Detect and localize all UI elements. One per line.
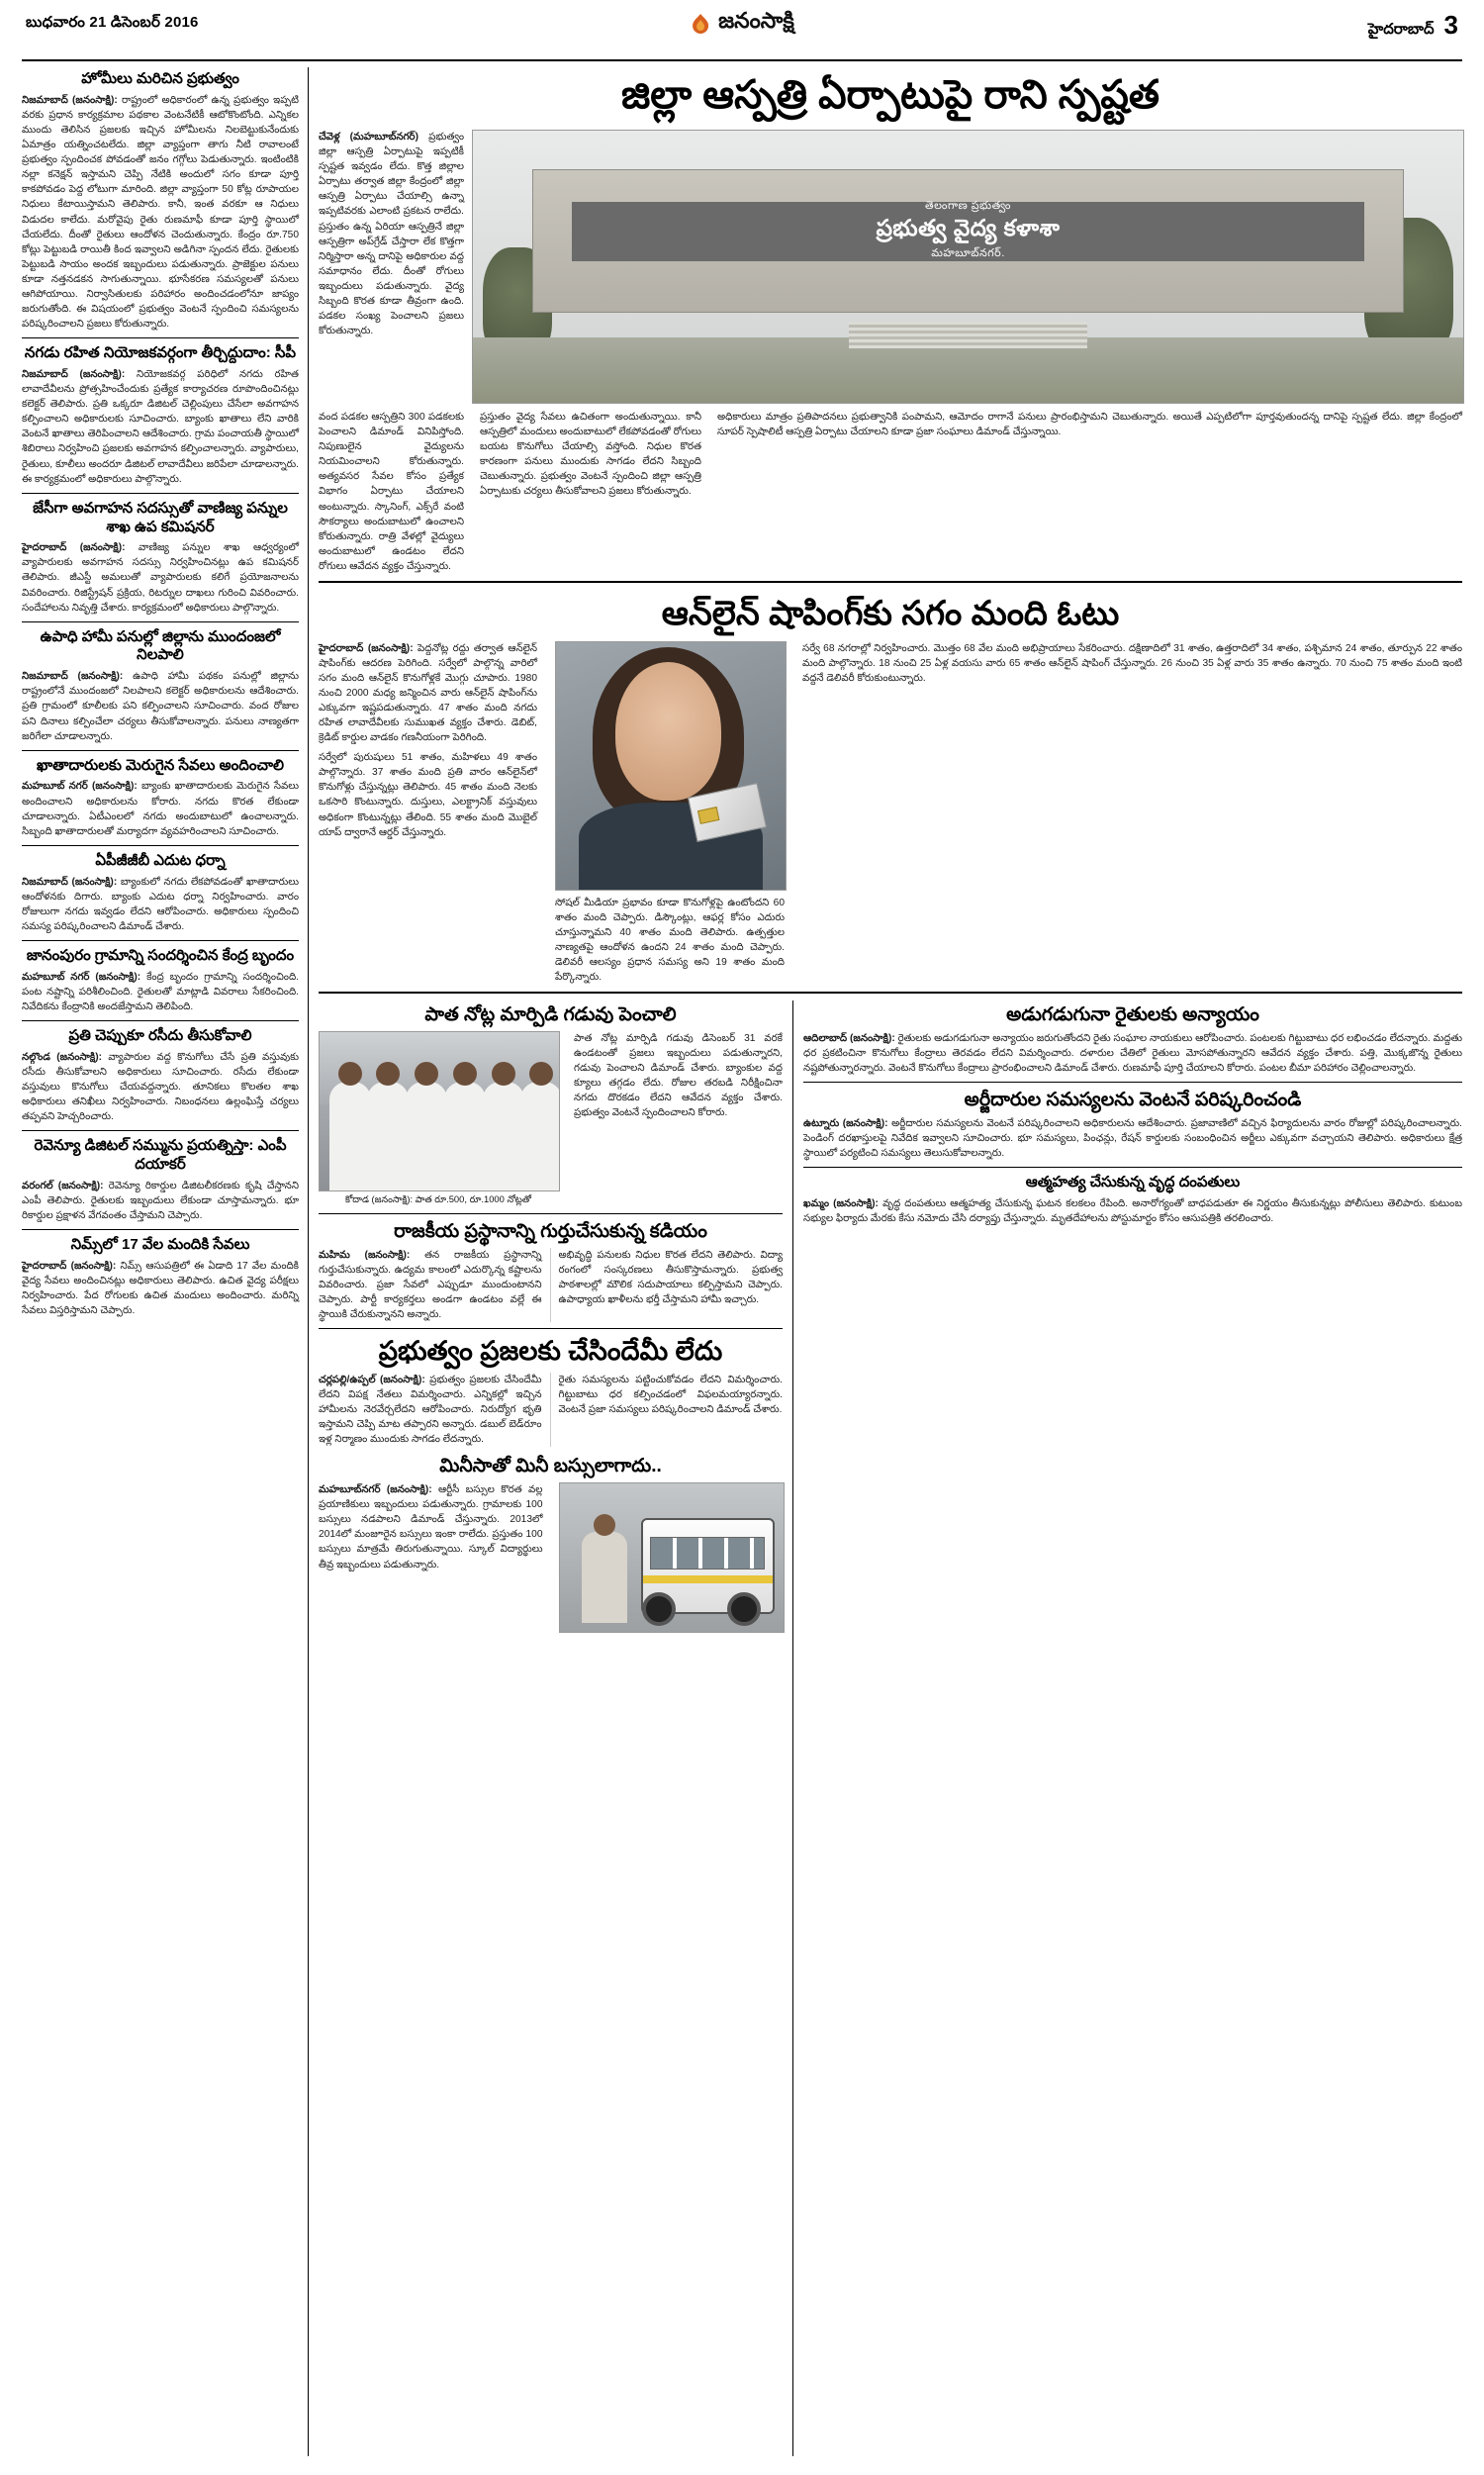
suicide-story xyxy=(803,1174,1462,1226)
mini-bus-headline: మినీసాతో మినీ బస్సులాగాదు.. xyxy=(439,1456,662,1477)
article-dateline: నిజమాబాద్ (జనంసాక్షి): xyxy=(22,876,118,888)
article-divider xyxy=(803,1082,1462,1083)
mini-bus-text-wrap xyxy=(319,1482,551,1633)
hospital-signboard: తెలంగాణ ప్రభుత్వం ప్రభుత్వ వైద్య కళాశా మహబూబ్‌నగర్. xyxy=(572,202,1364,262)
politics-dateline: మహిమ (జనంసాక్షి): xyxy=(319,1249,411,1261)
article-dateline: మహబూబ్ నగర్ (జనంసాక్షి): xyxy=(22,781,138,793)
hospital-photo xyxy=(472,130,1464,404)
article-divider xyxy=(22,940,299,941)
masthead-date: బుధవారం 21 డిసెంబర్ 2016 xyxy=(26,14,199,31)
article-dateline: ఖమ్మం (జనంసాక్షి): xyxy=(803,1197,879,1209)
article-dateline: నల్గొండ (జనంసాక్షి): xyxy=(22,1051,102,1063)
article-headline: జానంపురం గ్రామాన్ని సందర్శించిన కేంద్ర బృందం xyxy=(26,946,295,964)
lead-row xyxy=(319,130,1462,404)
lead-headline: జిల్లా ఆస్పత్రి ఏర్పాటుపై రాని స్పష్టత xyxy=(621,73,1159,117)
politics-story xyxy=(319,1220,783,1322)
article-body xyxy=(22,1050,299,1124)
article-homelu xyxy=(22,70,299,332)
masthead-right xyxy=(1368,10,1458,42)
online-shopping-row xyxy=(319,641,1462,986)
lead-text-2: వంద పడకల ఆస్పత్రిని 300 పడకలకు పెంచాలని డిమాండ్ వినిపిస్తోంది. నిపుణులైన వైద్యులను నియమించాలని కోరుతున్నారు. అత్యవసర సేవల కోసం ప్రత్యేక విభాగం ఏర్పాటు చేయాలని అంటున్నారు. స్కానింగ్, ఎక్స్‌రే వంటి సౌకర్యాలు అందుబాటులో ఉంచాలని కోరుతున్నారు. రాత్రి వేళల్లో వైద్యులు అందుబాటులో ఉండటం లేదని రోగులు ఆవేదన వ్యక్తం చేస్తున్నారు. xyxy=(319,412,464,572)
lead-col-2 xyxy=(319,410,472,574)
main-column xyxy=(309,67,1462,2456)
mini-bus-photo-wrap xyxy=(551,1482,784,1633)
lead-dateline: చేవెళ్ల (మహబూబ్‌నగర్) xyxy=(319,132,418,143)
article-dateline: హైదరాబాద్ (జనంసాక్షి): xyxy=(22,1260,117,1272)
lead-col-4 xyxy=(709,410,1462,574)
article-text: రైతులకు అడుగడుగునా అన్యాయం జరుగుతోందని రైతు సంఘాల నాయకులు ఆరోపించారు. పంటలకు గిట్టుబాటు ధర లభించడం లేదన్నారు. మద్దతు ధర ప్రకటించినా కొనుగోలు కేంద్రాలు తెరవడం లేదని విమర్శించారు. దళారుల చేతిలో రైతులు మోసపోతున్నారని ఆవేదన వ్యక్తం చేశారు. పత్తి, మొక్కజొన్న రైతులు నష్టపోతున్నారన్నారు. వెంటనే కొనుగోలు కేంద్రాలు ప్రారంభించాలని డిమాండ్ చేశారు. రుణమాఫీ పూర్తి చేయాలని కోరారు. పంటల బీమా పరిహారం చెల్లించాలన్నారు. xyxy=(803,1032,1463,1075)
mini-bus-dateline: మహబూబ్‌నగర్ (జనంసాక్షి): xyxy=(319,1484,432,1496)
article-dateline: హైదరాబాద్ (జనంసాక్షి): xyxy=(22,542,126,554)
lead-col-1 xyxy=(319,130,472,404)
old-notes-text-wrap xyxy=(566,1031,783,1207)
article-dateline: ఆదిలాబాద్ (జనంసాక్షి): xyxy=(803,1032,895,1044)
article-body xyxy=(22,875,299,934)
article-text: అర్జీదారుల సమస్యలను వెంటనే పరిష్కరించాలని అధికారులను ఆదేశించారు. ప్రజావాణిలో వచ్చిన ఫిర్యాదులను వారం రోజుల్లో పరిష్కరించాలన్నారు. పెండింగ్ దరఖాస్తులపై నివేదిక ఇవ్వాలని సూచించారు. భూ సమస్యలు, పింఛన్లు, రేషన్ కార్డులకు సంబంధించిన అర్జీలు ఎక్కువగా వచ్చాయని తెలిపారు. అధికారులు క్షేత్ర స్థాయిలో పర్యటించి సమస్యలు తెలుసుకోవాలన్నారు. xyxy=(803,1117,1462,1160)
article-text: ఉపాధి హామీ పథకం పనుల్లో జిల్లాను రాష్ట్రంలోనే ముందంజలో నిలపాలని కలెక్టర్ అధికారులను ఆదేశించారు. ప్రతి గ్రామంలో కూలీలకు పని కల్పించాలని సూచించారు. వంద రోజుల పని దినాలు కల్పించేలా చర్యలు తీసుకోవాలన్నారు. పనులు నాణ్యతగా జరిగేలా చూడాలన్నారు. xyxy=(22,671,299,742)
article-dateline: ఉట్నూరు (జనంసాక్షి): xyxy=(803,1117,888,1129)
group-photo xyxy=(319,1031,560,1191)
page-content xyxy=(0,61,1484,2466)
online-text-3: సోషల్ మీడియా ప్రభావం కూడా కొనుగోళ్లపై ఉంటోందని 60 శాతం మంది చెప్పారు. డిస్కౌంట్లు, ఆఫర్ల కోసం ఎదురు చూస్తున్నామని 40 శాతం మంది తెలిపారు. ఉత్పత్తుల నాణ్యతపై ఆందోళన ఉందని 24 శాతం మంది చెప్పారు. డెలివరీ ఆలస్యం ప్రధాన సమస్య అని 19 శాతం మంది పేర్కొన్నారు. xyxy=(555,897,785,983)
bottom-row xyxy=(319,1000,1462,2456)
article-divider xyxy=(22,750,299,751)
article-dateline: నిజమాబాద్ (జనంసాక్షి): xyxy=(22,369,126,380)
online-dateline: హైదరాబాద్ (జనంసాక్షి): xyxy=(319,642,414,654)
masthead-edition: హైదరాబాద్ xyxy=(1367,21,1435,38)
article-gst-awareness xyxy=(22,500,299,616)
article-text: వృద్ధ దంపతులు ఆత్మహత్య చేసుకున్న ఘటన కలకలం రేపింది. అనారోగ్యంతో బాధపడుతూ ఈ నిర్ణయం తీసుకున్నట్లు పోలీసులు తెలిపారు. కుటుంబ సభ్యుల ఫిర్యాదు మేరకు కేసు నమోదు చేసి దర్యాప్తు చేస్తున్నారు. మృతదేహాలను పోస్టుమార్టం కోసం ఆసుపత్రికి తరలించారు. xyxy=(803,1197,1462,1224)
article-headline: అడుగడుగునా రైతులకు అన్యాయం xyxy=(1006,1004,1259,1026)
section-divider xyxy=(319,992,1462,994)
left-column xyxy=(22,67,309,2456)
govt-story xyxy=(319,1335,783,1633)
article-divider xyxy=(22,845,299,846)
article-text: బ్యాంకులో నగదు లేకపోవడంతో ఖాతాదారులు ఆందోళనకు దిగారు. బ్యాంకు ఎదుట ధర్నా నిర్వహించారు. వారం రోజులుగా నగదు ఇవ్వడం లేదని ఆరోపించారు. అధికారులు స్పందించి సమస్య పరిష్కరించాలని డిమాండ్ చేశారు. xyxy=(22,876,299,932)
article-divider xyxy=(22,621,299,622)
lead-lower-row xyxy=(319,410,1462,574)
pedestrian-figure xyxy=(582,1532,627,1623)
online-text-2: సర్వేలో పురుషులు 51 శాతం, మహిళలు 49 శాతం పాల్గొన్నారు. 37 శాతం మంది ప్రతి వారం ఆన్‌లైన్‌లో కొనుగోళ్లు చేస్తున్నట్లు తెలిపారు. 45 శాతం మంది నెలకు ఒకసారి కొంటున్నారు. దుస్తులు, ఎలక్ట్రానిక్ వస్తువులు అధికంగా కొంటున్నట్లు తేలింది. 55 శాతం మంది మొబైల్ యాప్ ద్వారానే ఆర్డర్ చేస్తున్నారు. xyxy=(319,752,537,838)
article-text: బ్యాంకు ఖాతాదారులకు మెరుగైన సేవలు అందించాలని అధికారులను కోరారు. నగదు కొరత లేకుండా చూడాలన్నారు. ఏటీఎంలలో నగదు అందుబాటులో ఉంచాలన్నారు. సిబ్బంది ఖాతాదారులతో మర్యాదగా వ్యవహరించాలని సూచించారు. xyxy=(22,781,299,837)
mini-bus-text: ఆర్టీసీ బస్సుల కొరత వల్ల ప్రయాణికులు ఇబ్బందులు పడుతున్నారు. గ్రామాలకు 100 బస్సులు నడపాలని డిమాండ్ చేస్తున్నారు. 2013లో 2014లో మంజూరైన బస్సులు ఇంకా రాలేదు. ప్రస్తుతం 100 బస్సులు మాత్రమే తిరుగుతున్నాయి. స్కూల్ విద్యార్థులు తీవ్ర ఇబ్బందులు పడుతున్నారు. xyxy=(319,1484,543,1571)
article-revenue-digital xyxy=(22,1137,299,1223)
article-text: వాణిజ్య పన్నుల శాఖ ఆధ్వర్యంలో వ్యాపారులకు అవగాహన సదస్సు నిర్వహించినట్లు ఉప కమిషనర్ తెలిపారు. జీఎస్టీ అమలుతో వ్యాపారులకు కలిగే ప్రయోజనాలను వివరించారు. రిజిస్ట్రేషన్ ప్రక్రియ, రిటర్నుల దాఖలు గురించి వివరించారు. సందేహాలను నివృత్తి చేశారు. కార్యక్రమంలో అధికారులు పాల్గొన్నారు. xyxy=(22,542,299,614)
article-body xyxy=(22,1259,299,1318)
lead-col-3 xyxy=(472,410,709,574)
article-divider xyxy=(803,1167,1462,1168)
online-text-4: సర్వే 68 నగరాల్లో నిర్వహించారు. మొత్తం 68 వేల మంది అభిప్రాయాలు సేకరించారు. దక్షిణాదిలో 31 శాతం, ఉత్తరాదిలో 34 శాతం, పశ్చిమాన 24 శాతం, తూర్పున 22 శాతం మంది పాల్గొన్నారు. 18 నుంచి 25 ఏళ్ల వయసు వారు 65 శాతం ఆన్‌లైన్ షాపింగ్ చేస్తున్నారు. 26 నుంచి 35 ఏళ్ల వారు 35 శాతం ఉన్నారు. 70 నుంచి 75 శాతం మంది ఇంటి వద్దనే డెలివరీ కోరుకుంటున్నారు. xyxy=(802,642,1462,684)
lead-text-1: ప్రభుత్వం జిల్లా ఆస్పత్రి ఏర్పాటుపై ఇప్పటికీ స్పష్టత ఇవ్వడం లేదు. కొత్త జిల్లాల ఏర్పాటు తర్వాత జిల్లా కేంద్రంలో జిల్లా ఆస్పత్రి ఏర్పాటు చేయాల్సి ఉన్నా ఇప్పటివరకు ఎలాంటి ప్రకటన రాలేదు. ప్రస్తుతం ఉన్న ఏరియా ఆస్పత్రినే జిల్లా ఆస్పత్రిగా అప్‌గ్రేడ్ చేస్తారా లేక కొత్తగా నిర్మిస్తారా అన్న దానిపై అధికారుల వద్ద సమాధానం లేదు. దీంతో రోగులు ఇబ్బందులు పడుతున్నారు. వైద్య సిబ్బంది కొరత కూడా తీవ్రంగా ఉంది. పడకల సంఖ్య పెంచాలని ప్రజలు కోరుతున్నారు. xyxy=(319,132,464,337)
farmers-injustice-story xyxy=(803,1003,1462,1076)
article-body xyxy=(22,970,299,1014)
article-divider xyxy=(22,1229,299,1230)
lead-text-4: అధికారులు మాత్రం ప్రతిపాదనలు ప్రభుత్వానికి పంపామని, ఆమోదం రాగానే పనులు ప్రారంభిస్తామని చెబుతున్నారు. అయితే ఎప్పటిలోగా పూర్తవుతుందన్న దానిపై స్పష్టత లేదు. జిల్లా కేంద్రంలో సూపర్ స్పెషాలిటీ ఆస్పత్రి ఏర్పాటు చేయాలని కూడా ప్రజా సంఘాలు డిమాండ్ చేస్తున్నాయి. xyxy=(717,412,1462,438)
article-text: రెవెన్యూ రికార్డుల డిజిటలీకరణకు కృషి చేస్తానని ఎంపీ తెలిపారు. రైతులకు ఇబ్బందులు లేకుండా చూస్తామన్నారు. భూ రికార్డుల ప్రక్షాళన వేగవంతం చేస్తామని చెప్పారు. xyxy=(22,1180,299,1221)
article-headline: ఆత్మహత్య చేసుకున్న వృద్ధ దంపతులు xyxy=(1025,1174,1241,1191)
old-notes-text: పాత నోట్ల మార్పిడి గడువు డిసెంబర్ 31 వరకే ఉండటంతో ప్రజలు ఇబ్బందులు పడుతున్నారని, గడువు పెంచాలని డిమాండ్ చేశారు. బ్యాంకుల వద్ద క్యూలు తగ్గడం లేదు. రోజుల తరబడి నిరీక్షించినా నగదు దొరకడం లేదని ఆవేదన వ్యక్తం చేశారు. ప్రభుత్వం వెంటనే స్పందించాలని కోరారు. xyxy=(574,1032,783,1119)
bottom-col-left xyxy=(319,1000,793,2456)
article-divider xyxy=(22,493,299,494)
online-col-3 xyxy=(793,641,1462,986)
article-divider xyxy=(22,337,299,338)
lead-photo-wrap xyxy=(472,130,1462,404)
article-dateline: నిజమాబాద్ (జనంసాక్షి): xyxy=(22,94,118,106)
article-divider xyxy=(22,1020,299,1021)
article-headline: ప్రతి చెప్పుకూ రసీదు తీసుకోవాలి xyxy=(68,1026,252,1044)
online-photo-wrap xyxy=(546,641,793,986)
article-nagadu-rahita xyxy=(22,344,299,487)
old-notes-caption: కోదాడ (జనంసాక్షి): పాత రూ.500, రూ.1000 నోట్లతో xyxy=(345,1192,531,1204)
old-notes-headline: పాత నోట్ల మార్పిడి గడువు పెంచాలి xyxy=(424,1004,677,1026)
politics-headline: రాజకీయ ప్రస్థానాన్ని గుర్తుచేసుకున్న కడియం xyxy=(394,1220,707,1242)
govt-text-2: రైతు సమస్యలను పట్టించుకోవడం లేదని విమర్శించారు. గిట్టుబాటు ధర కల్పించడంలో విఫలమయ్యారన్నారు. వెంటనే ప్రజా సమస్యలు పరిష్కరించాలని డిమాండ్ చేశారు. xyxy=(558,1374,783,1415)
article-text: కేంద్ర బృందం గ్రామాన్ని సందర్శించింది. పంట నష్టాన్ని పరిశీలించింది. రైతులతో మాట్లాడి వివరాలు సేకరించింది. నివేదికను కేంద్రానికి అందజేస్తామని తెలిపింది. xyxy=(22,971,299,1012)
lead-text-3: ప్రస్తుతం వైద్య సేవలు ఉచితంగా అందుతున్నాయి. కానీ ఆస్పత్రిలో మందులు అందుబాటులో లేకపోవడంతో రోగులు బయట కొనుగోలు చేయాల్సి వస్తోంది. నిధుల కొరత కారణంగా పనులు ముందుకు సాగడం లేదని సిబ్బంది చెబుతున్నారు. ప్రభుత్వం వెంటనే స్పందించి జిల్లా ఆస్పత్రి ఏర్పాటుకు చర్యలు తీసుకోవాలని ప్రజలు కోరుతున్నారు. xyxy=(480,412,701,498)
article-receipt xyxy=(22,1027,299,1124)
article-headline: అర్జీదారుల సమస్యలను వెంటనే పరిష్కరించండి xyxy=(964,1090,1302,1111)
article-headline: జేసీగా అవగాహన సదస్సుతో వాణిజ్య పన్నుల శాఖ ఉప కమిషనర్ xyxy=(33,499,288,535)
paper-name: జనంసాక్షి xyxy=(718,8,794,33)
article-headline: ఖాతాదారులకు మెరుగైన సేవలు అందించాలి xyxy=(37,756,284,774)
lead-story xyxy=(319,67,1462,574)
article-headline: నిమ్స్‌లో 17 వేల మందికి సేవలు xyxy=(70,1235,250,1253)
politics-col-1 xyxy=(319,1248,551,1322)
govt-col-1 xyxy=(319,1373,551,1447)
page-number: 3 xyxy=(1443,10,1458,40)
article-text: రాష్ట్రంలో అధికారంలో ఉన్న ప్రభుత్వం ఇప్పటి వరకు ప్రధాన కార్యక్రమాల పథకాల వెంటనేటికీ ఆటోకొంటోంది. ఎన్నికల ముందు తెలిసిన ప్రజలకు ఇచ్చిన హోమీలను నిలబెట్టుకునేందుకు ఏమాత్రం యత్నించటలేదు. జిల్లా వ్యాప్తంగా తాగు నీటి రావాలంటే ప్రభుత్వం స్పందించక పోవడంతో జనం గగ్గోలు పెడుతున్నారు. ఇంటింటికి నల్లా కనెక్షన్ ఇస్తామని చెప్పి నేటికి అందులో సగం కూడా పూర్తి కాకపోవడం పెద్ద లోటుగా మారింది. జిల్లా వ్యాప్తంగా 50 కోట్ల రూపాయల నిధులు కేటాయిస్తామని తెలిపారు. కానీ, ఇంత వరకూ ఆ నిధులు విడుదల కాలేదు. మరోవైపు రైతు రుణమాఫీ కూడా పూర్తి స్థాయిలో చేయలేదు. దీంతో రైతులు ఆందోళన చెందుతున్నారు. కేంద్రం రూ.750 కోట్లు పెట్టుబడి రాయితీ కింద ఇవ్వాలని అడిగినా స్పందన లేదు. రైతులకు పెట్టుబడి సాయం అందక ఇబ్బందులు పడుతున్నారు. ప్రాజెక్టుల పనులు కూడా నత్తనడకన సాగుతున్నాయి. భూసేకరణ సమస్యలతో పనులు ఆగిపోయాయి. నిర్వాసితులకు పరిహారం అందించడంలోనూ జాప్యం జరుగుతోంది. ఈ విషయంలో ప్రభుత్వం వెంటనే స్పందించి సమస్యలను పరిష్కరించాలని ప్రజలు కోరుతున్నారు. xyxy=(22,94,299,331)
section-divider xyxy=(319,581,1462,583)
article-nims xyxy=(22,1236,299,1318)
petitions-story xyxy=(803,1089,1462,1161)
online-shopping-story xyxy=(319,590,1462,985)
govt-dateline: చర్లపల్లి/ఉప్పల్ (జనంసాక్షి): xyxy=(319,1374,425,1385)
flame-logo-icon xyxy=(690,13,711,35)
online-shopping-headline: ఆన్‌లైన్ షాపింగ్‌కు సగం మంది ఓటు xyxy=(661,595,1120,633)
masthead xyxy=(0,0,1484,57)
article-apggb-dharna xyxy=(22,852,299,934)
article-body xyxy=(22,367,299,487)
article-dateline: నిజమాబాద్ (జనంసాక్షి): xyxy=(22,671,124,683)
online-text-1: పెద్దనోట్ల రద్దు తర్వాత ఆన్‌లైన్ షాపింగ్‌కు ఆదరణ పెరిగింది. సర్వేలో పాల్గొన్న వారిలో సగం మంది ఆన్‌లైన్ కొనుగోళ్లకే మొగ్గు చూపారు. 1980 నుంచి 2000 మధ్య జన్మించిన వారు ఆన్‌లైన్ షాపింగ్‌ను ఎక్కువగా ఇష్టపడుతున్నారు. 47 శాతం మంది నగదు రహిత లావాదేవీలకు సుముఖత వ్యక్తం చేశారు. డెబిట్, క్రెడిట్ కార్డుల వాడకం గణనీయంగా పెరిగింది. xyxy=(319,642,537,744)
article-body xyxy=(22,1179,299,1223)
article-dateline: వరంగల్ (జనంసాక్షి): xyxy=(22,1180,104,1191)
article-dateline: మహబూబ్ నగర్ (జనంసాక్షి): xyxy=(22,971,141,983)
article-headline: హోమీలు మరిచిన ప్రభుత్వం xyxy=(81,70,239,87)
politics-text-1: తన రాజకీయ ప్రస్థానాన్ని గుర్తుచేసుకున్నారు. ఉద్యమ కాలంలో ఎదుర్కొన్న కష్టాలను వివరించారు. ప్రజా సేవలో ఎప్పుడూ ముందుంటానని చెప్పారు. పార్టీ కార్యకర్తలు అండగా ఉండటం వల్లే ఈ స్థాయికి చేరుకున్నానని అన్నారు. xyxy=(319,1249,542,1320)
article-divider xyxy=(319,1328,783,1329)
school-bus-photo xyxy=(559,1482,786,1633)
article-bank-services xyxy=(22,757,299,839)
govt-text-1: ప్రభుత్వం ప్రజలకు చేసిందేమీ లేదని విపక్ష నేతలు విమర్శించారు. ఎన్నికల్లో ఇచ్చిన హామీలను నెరవేర్చలేదని ఆరోపించారు. నిరుద్యోగ భృతి ఇస్తామని చెప్పి మాట తప్పారని అన్నారు. డబుల్ బెడ్‌రూం ఇళ్ల నిర్మాణం ముందుకు సాగడం లేదన్నారు. xyxy=(319,1374,542,1446)
shopper-photo xyxy=(555,641,787,891)
article-body xyxy=(22,669,299,743)
article-text: నిమ్స్ ఆసుపత్రిలో ఈ ఏడాది 17 వేల మందికి వైద్య సేవలు అందించినట్లు అధికారులు తెలిపారు. ఉచిత వైద్య పరీక్షలు నిర్వహించారు. పేద రోగులకు ఉచిత మందులు అందించారు. మరిన్ని సేవలు విస్తరిస్తామని చెప్పారు. xyxy=(22,1260,299,1316)
online-col-1 xyxy=(319,641,546,986)
politics-text-2: అభివృద్ధి పనులకు నిధుల కొరత లేదని తెలిపారు. విద్యా రంగంలో సంస్కరణలు తీసుకొస్తామన్నారు. ప్రభుత్వ పాఠశాలల్లో మౌలిక సదుపాయాలు కల్పిస్తామని చెప్పారు. ఉపాధ్యాయ ఖాళీలను భర్తీ చేస్తామని హామీ ఇచ్చారు. xyxy=(558,1249,783,1305)
article-body xyxy=(22,779,299,838)
article-upadhi-hami xyxy=(22,628,299,744)
govt-col-2 xyxy=(551,1373,784,1447)
article-body xyxy=(22,93,299,333)
govt-headline: ప్రభుత్వం ప్రజలకు చేసిందేమీ లేదు xyxy=(378,1336,723,1367)
old-notes-photo-wrap xyxy=(319,1031,566,1207)
article-text: వ్యాపారుల వద్ద కొనుగోలు చేసే ప్రతి వస్తువుకు రసీదు తీసుకోవాలని అధికారులు సూచించారు. రసీదు లేకుండా వస్తువులు కొనుగోలు చేయవద్దన్నారు. తూనికలు కొలతల శాఖ అధికారులు తనిఖీలు నిర్వహించారు. నిబంధనలు ఉల్లంఘిస్తే చర్యలు తప్పవని హెచ్చరించారు. xyxy=(22,1051,299,1123)
article-headline: రెవెన్యూ డిజిటల్ సమ్మును ప్రయత్నిస్తా: ఎంపీ దయాకర్ xyxy=(34,1137,287,1173)
paper-logo xyxy=(690,8,794,39)
article-text: నియోజకవర్గ పరిధిలో నగదు రహిత లావాదేవీలను ప్రోత్సహించేందుకు ప్రత్యేక కార్యాచరణ రూపొందించినట్లు కలెక్టర్ తెలిపారు. ప్రతి ఒక్కరూ డిజిటల్ చెల్లింపులు చేసేలా అవగాహన కల్పించాలని అధికారులకు సూచించారు. బ్యాంకు ఖాతాలు లేని వారికి వెంటనే ఖాతాలు తెరిపించాలని ఆదేశించారు. గ్రామ పంచాయతీ స్థాయిలో శిబిరాలు నిర్వహించి ప్రజలకు అవగాహన కల్పించాలన్నారు. వ్యాపారులు, రైతులు, కూలీలు అందరూ డిజిటల్ లావాదేవీలు జరిపేలా చూడాలన్నారు. ఈ కార్యక్రమంలో అధికారులు పాల్గొన్నారు. xyxy=(22,369,299,485)
article-headline: నగడు రహిత నియోజకవర్గంగా తీర్చిద్దుదాం: సీపీ xyxy=(24,344,297,362)
article-headline: ఏపీజీజీబీ ఎదుట ధర్నా xyxy=(95,851,226,869)
politics-col-2 xyxy=(551,1248,784,1322)
article-headline: ఉపాధి హామీ పనుల్లో జిల్లాను ముందంజలో నిలపాలి xyxy=(40,627,281,664)
article-central-team xyxy=(22,947,299,1014)
article-divider xyxy=(22,1130,299,1131)
article-body xyxy=(22,540,299,615)
article-divider xyxy=(319,1213,783,1214)
old-notes-story xyxy=(319,1003,783,1207)
bottom-col-right xyxy=(793,1000,1462,2456)
